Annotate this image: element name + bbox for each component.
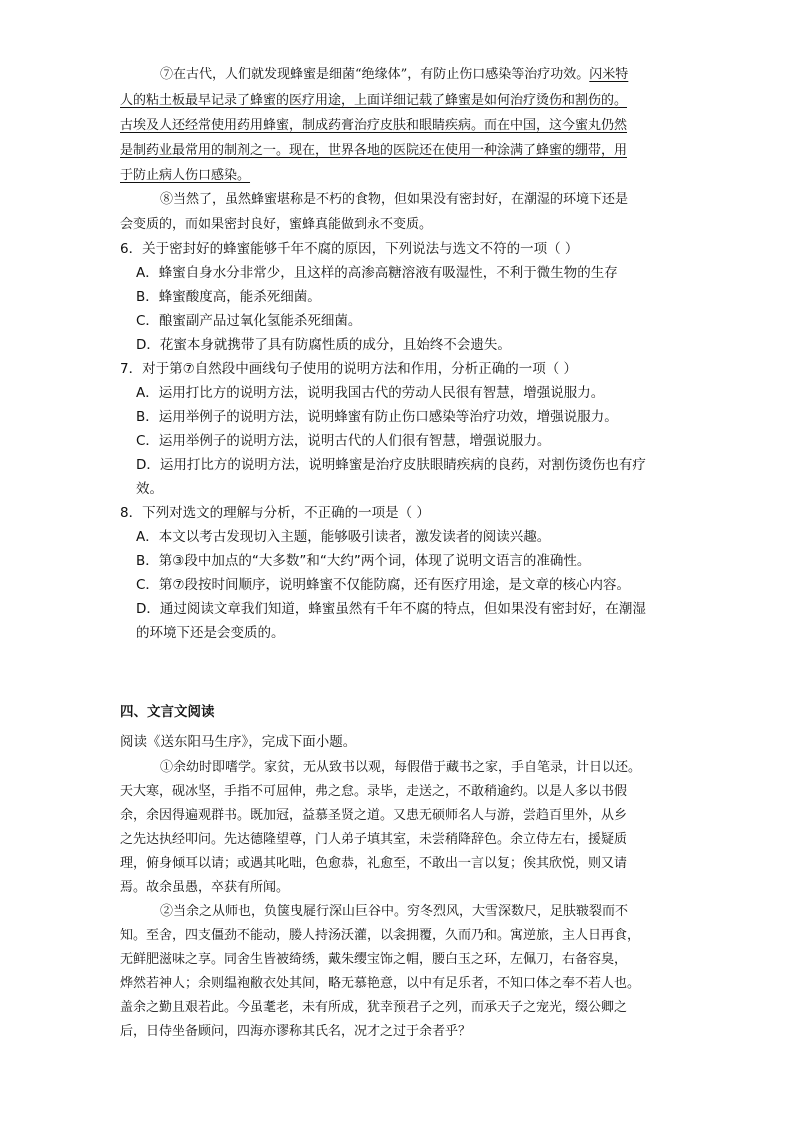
question-stem: 7．对于第⑦自然段中画线句子使用的说明方法和作用，分析正确的一项（ ） bbox=[120, 361, 577, 377]
underlined-line: 古埃及人还经常使用药用蜂蜜，制成药膏治疗皮肤和眼睛疾病。而在中国，这今蜜丸仍然 bbox=[120, 118, 628, 133]
section-heading: 四、文言文阅读 bbox=[120, 704, 215, 720]
question-stem: 8．下列对选文的理解与分析，不正确的一项是（ ） bbox=[120, 505, 430, 521]
option-d: D．运用打比方的说明方法，说明蜂蜜是治疗皮肤眼睛疾病的良药，对割伤烫伤也有疗 bbox=[136, 457, 646, 473]
option-a: A．蜂蜜自身水分非常少，且这样的高渗高糖溶液有吸湿性，不利于微生物的生存 bbox=[136, 265, 618, 281]
classical-text-line: ①余幼时即嗜学。家贫，无从致书以观，每假借于藏书之家，手自笔录，计日以还。 bbox=[160, 760, 642, 775]
classical-text-line: 焉。故余虽愚，卒获有所闻。 bbox=[120, 880, 290, 895]
option-d-continued: 的环境下还是会变质的。 bbox=[136, 625, 285, 641]
underlined-line: 人的粘土板最早记录了蜂蜜的医疗用途，上面详细记载了蜂蜜是如何治疗烫伤和割伤的。 bbox=[120, 93, 628, 108]
classical-text-line: ②当余之从师也，负箧曳屣行深山巨谷中。穷冬烈风，大雪深数尺，足肤皲裂而不 bbox=[160, 904, 629, 919]
option-b: B．蜂蜜酸度高，能杀死细菌。 bbox=[136, 289, 321, 305]
underlined-line: 是制药业最常用的制剂之一。现在，世界各地的医院还在使用一种涂满了蜂蜜的绷带，用 bbox=[120, 143, 628, 158]
passage-line: 会变质的，而如果密封良好，蜜蜂真能做到永不变质。 bbox=[120, 217, 433, 232]
classical-text-line: 烨然若神人；余则缊袍敝衣处其间，略无慕艳意，以中有足乐者，不知口体之奉不若人也。 bbox=[120, 976, 641, 991]
classical-text-line: 余，余因得遍观群书。既加冠，益慕圣贤之道。又患无硕师名人与游，尝趋百里外，从乡 bbox=[120, 808, 628, 823]
underlined-text: 闪米特 bbox=[589, 67, 629, 82]
option-b: B．第③段中加点的“大多数”和“大约”两个词，体现了说明文语言的准确性。 bbox=[136, 553, 591, 569]
option-d: D．花蜜本身就携带了具有防腐性质的成分，且始终不会遗失。 bbox=[136, 337, 511, 353]
section-intro: 阅读《送东阳马生序》，完成下面小题。 bbox=[120, 734, 357, 750]
underlined-line: 于防止病人伤口感染。 bbox=[120, 168, 251, 183]
classical-text-line: 盖余之勤且艰若此。今虽耄老，未有所成，犹幸预君子之列，而承天子之宠光，缀公卿之 bbox=[120, 1000, 628, 1015]
option-d-continued: 效。 bbox=[136, 481, 163, 497]
classical-text-line: 后，日侍坐备顾问，四海亦谬称其氏名，况才之过于余者乎？ bbox=[120, 1024, 472, 1039]
option-c: C．第⑦段按时间顺序，说明蜂蜜不仅能防腐，还有医疗用途，是文章的核心内容。 bbox=[136, 577, 631, 593]
question-stem: 6．关于密封好的蜂蜜能够千年不腐的原因，下列说法与选文不符的一项（ ） bbox=[120, 241, 579, 257]
classical-text-line: 无鲜肥滋味之享。同舍生皆被绮绣，戴朱缨宝饰之帽，腰白玉之环，左佩刀，右备容臭， bbox=[120, 952, 628, 967]
option-d: D．通过阅读文章我们知道，蜂蜜虽然有千年不腐的特点，但如果没有密封好，在潮湿 bbox=[136, 601, 646, 617]
passage-line bbox=[160, 67, 628, 83]
classical-text-line: 之先达执经叩问。先达德隆望尊，门人弟子填其室，未尝稍降辞色。余立侍左右，援疑质 bbox=[120, 832, 628, 847]
passage-line: ⑧当然了，虽然蜂蜜堪称是不朽的食物，但如果没有密封好，在潮湿的环境下还是 bbox=[160, 192, 629, 207]
option-b: B．运用举例子的说明方法，说明蜂蜜有防止伤口感染等治疗功效，增强说服力。 bbox=[136, 409, 618, 425]
classical-text-line: 理，俯身倾耳以请；或遇其叱咄，色愈恭，礼愈至，不敢出一言以复；俟其欣悦，则又请 bbox=[120, 856, 628, 871]
classical-text-line: 天大寒，砚冰坚，手指不可屈伸，弗之怠。录毕，走送之，不敢稍逾约。以是人多以书假 bbox=[120, 784, 628, 799]
option-a: A．本文以考古发现切入主题，能够吸引读者，激发读者的阅读兴趣。 bbox=[136, 529, 551, 545]
option-c: C．酿蜜副产品过氧化氢能杀死细菌。 bbox=[136, 313, 362, 329]
option-c: C．运用举例子的说明方法，说明古代的人们很有智慧，增强说服力。 bbox=[136, 433, 551, 449]
classical-text-line: 知。至舍，四支僵劲不能动，媵人持汤沃灌，以衾拥覆，久而乃和。寓逆旅，主人日再食， bbox=[120, 928, 641, 943]
option-a: A．运用打比方的说明方法，说明我国古代的劳动人民很有智慧，增强说服力。 bbox=[136, 385, 605, 401]
passage-text: ⑦在古代，人们就发现蜂蜜是细菌“绝缘体”，有防止伤口感染等治疗功效。 bbox=[160, 67, 590, 82]
